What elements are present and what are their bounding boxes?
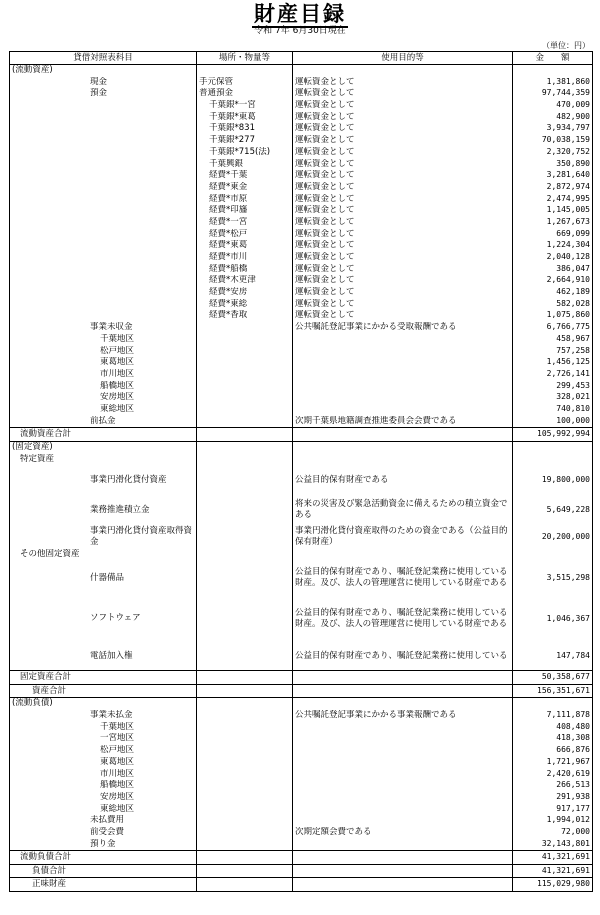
- table-row: [10, 217, 593, 229]
- purpose-cell: 運転資金として: [293, 182, 513, 194]
- section-label: (流動資産): [10, 65, 197, 77]
- section-label: (固定資産): [10, 441, 197, 453]
- table-row: [10, 369, 593, 381]
- amount-cell: 408,480: [513, 722, 593, 734]
- purpose-cell: 運転資金として: [293, 123, 513, 135]
- table-row: [10, 88, 593, 100]
- place-cell: 普通預金: [197, 88, 293, 100]
- table-row: [10, 495, 593, 525]
- purpose-cell: 運転資金として: [293, 252, 513, 264]
- place-cell: 経費*香取: [197, 310, 293, 322]
- amount-cell: 740,810: [513, 404, 593, 416]
- subtotal-row: [10, 428, 593, 442]
- table-row: [10, 792, 593, 804]
- purpose-cell: 運転資金として: [293, 205, 513, 217]
- total-label: 資産合計: [10, 684, 197, 698]
- place-cell: 経費*一宮: [197, 217, 293, 229]
- item-label: 事業未収金: [10, 322, 197, 334]
- place-cell: 経費*印旛: [197, 205, 293, 217]
- place-cell: 千葉銀*715(法): [197, 147, 293, 159]
- item-label: 一宮地区: [10, 733, 197, 745]
- table-row: [10, 357, 593, 369]
- table-row: [10, 264, 593, 276]
- purpose-cell: 公益目的保有財産であり、嘱託登記業務に使用している財産。及び、法人の管理運営に使用している財産である: [293, 596, 513, 642]
- item-label: 什器備品: [10, 561, 197, 596]
- table-row: [10, 596, 593, 642]
- column-header-item: 貸借対照表科目: [10, 52, 197, 65]
- purpose-cell: 運転資金として: [293, 240, 513, 252]
- item-label: 船橋地区: [10, 780, 197, 792]
- table-row: [10, 404, 593, 416]
- section-row: [10, 698, 593, 710]
- item-label: 電話加入権: [10, 642, 197, 671]
- place-cell: 経費*東総: [197, 299, 293, 311]
- purpose-cell: 運転資金として: [293, 229, 513, 241]
- item-label: 東葛地区: [10, 357, 197, 369]
- amount-cell: 1,224,304: [513, 240, 593, 252]
- table-row: [10, 334, 593, 346]
- purpose-cell: 運転資金として: [293, 287, 513, 299]
- amount-cell: 1,145,005: [513, 205, 593, 217]
- amount-cell: 3,934,797: [513, 123, 593, 135]
- amount-cell: 757,258: [513, 346, 593, 358]
- amount-cell: 3,281,640: [513, 170, 593, 182]
- place-cell: 千葉銀*277: [197, 135, 293, 147]
- table-row: [10, 465, 593, 495]
- table-row: [10, 182, 593, 194]
- amount-cell: 1,721,967: [513, 757, 593, 769]
- item-label: 松戸地区: [10, 346, 197, 358]
- amount-cell: 1,381,860: [513, 77, 593, 89]
- place-cell: 経費*千葉: [197, 170, 293, 182]
- item-label: 東総地区: [10, 804, 197, 816]
- net-assets-row: [10, 878, 593, 892]
- item-label: 船橋地区: [10, 381, 197, 393]
- table-row: [10, 147, 593, 159]
- item-label: 預り金: [10, 839, 197, 851]
- item-label: ソフトウェア: [10, 596, 197, 642]
- amount-cell: 1,046,367: [513, 596, 593, 642]
- item-label: 松戸地区: [10, 745, 197, 757]
- item-label: 預金: [10, 88, 197, 100]
- item-label: 現金: [10, 77, 197, 89]
- item-label: 前払金: [10, 416, 197, 428]
- table-row: [10, 642, 593, 671]
- item-label: 業務推進積立金: [10, 495, 197, 525]
- amount-cell: 582,028: [513, 299, 593, 311]
- purpose-cell: 運転資金として: [293, 159, 513, 171]
- amount-cell: 5,649,228: [513, 495, 593, 525]
- place-cell: 経費*松戸: [197, 229, 293, 241]
- amount-cell: 100,000: [513, 416, 593, 428]
- table-row: [10, 100, 593, 112]
- amount-cell: 328,021: [513, 392, 593, 404]
- amount-cell: 458,967: [513, 334, 593, 346]
- purpose-cell: 事業円滑化貸付資産取得のための資金である（公益目的保有財産）: [293, 525, 513, 549]
- table-row: [10, 561, 593, 596]
- amount-cell: 2,040,128: [513, 252, 593, 264]
- item-label: 前受会費: [10, 827, 197, 839]
- total-amount: 156,351,671: [513, 684, 593, 698]
- purpose-cell: 将来の災害及び緊急活動資金に備えるための積立資金である: [293, 495, 513, 525]
- table-row: [10, 733, 593, 745]
- place-cell: 手元保管: [197, 77, 293, 89]
- table-row: [10, 310, 593, 322]
- purpose-cell: 運転資金として: [293, 135, 513, 147]
- table-row: [10, 549, 593, 561]
- amount-cell: 2,420,619: [513, 769, 593, 781]
- amount-cell: 2,726,141: [513, 369, 593, 381]
- column-header-purpose: 使用目的等: [293, 52, 513, 65]
- item-label: 事業円滑化貸付資産取得資金: [10, 525, 197, 549]
- net-assets-label: 正味財産: [10, 878, 197, 892]
- table-row: [10, 839, 593, 851]
- total-label: 負債合計: [10, 864, 197, 878]
- column-header-amount: 金 額: [513, 52, 593, 65]
- table-row: [10, 769, 593, 781]
- amount-cell: 20,200,000: [513, 525, 593, 549]
- purpose-cell: 公益目的保有財産であり、嘱託登記業務に使用している: [293, 642, 513, 671]
- item-label: 安房地区: [10, 392, 197, 404]
- purpose-cell: 運転資金として: [293, 147, 513, 159]
- amount-cell: 1,456,125: [513, 357, 593, 369]
- amount-cell: 350,890: [513, 159, 593, 171]
- table-row: [10, 757, 593, 769]
- purpose-cell: 運転資金として: [293, 88, 513, 100]
- group-label: 特定資産: [10, 454, 197, 466]
- section-row: [10, 65, 593, 77]
- inventory-table: [9, 51, 593, 892]
- amount-cell: 72,000: [513, 827, 593, 839]
- subtotal-label: 流動負債合計: [10, 851, 197, 865]
- table-row: [10, 123, 593, 135]
- amount-cell: 1,075,860: [513, 310, 593, 322]
- place-cell: 千葉銀*一宮: [197, 100, 293, 112]
- amount-cell: 418,308: [513, 733, 593, 745]
- amount-cell: 70,038,159: [513, 135, 593, 147]
- purpose-cell: 運転資金として: [293, 194, 513, 206]
- total-row: [10, 684, 593, 698]
- amount-cell: 291,938: [513, 792, 593, 804]
- amount-cell: 32,143,801: [513, 839, 593, 851]
- purpose-cell: 運転資金として: [293, 112, 513, 124]
- table-row: [10, 804, 593, 816]
- amount-cell: 299,453: [513, 381, 593, 393]
- group-label: その他固定資産: [10, 549, 197, 561]
- purpose-cell: 公共嘱託登記事業にかかる受取報酬である: [293, 322, 513, 334]
- amount-cell: 470,009: [513, 100, 593, 112]
- report-date: 令和 7年 6月30日現在: [254, 26, 346, 36]
- table-row: [10, 827, 593, 839]
- section-label: (流動負債): [10, 698, 197, 710]
- subtotal-row: [10, 851, 593, 865]
- amount-cell: 97,744,359: [513, 88, 593, 100]
- table-row: [10, 252, 593, 264]
- table-row: [10, 299, 593, 311]
- table-row: [10, 287, 593, 299]
- amount-cell: 669,099: [513, 229, 593, 241]
- purpose-cell: [293, 839, 513, 851]
- purpose-cell: 公益目的保有財産である: [293, 465, 513, 495]
- amount-cell: 2,320,752: [513, 147, 593, 159]
- item-label: 東総地区: [10, 404, 197, 416]
- table-body: [10, 65, 593, 892]
- purpose-cell: 運転資金として: [293, 299, 513, 311]
- item-label: 市川地区: [10, 369, 197, 381]
- purpose-cell: 公益目的保有財産であり、嘱託登記業務に使用している財産。及び、法人の管理運営に使用している財産である: [293, 561, 513, 596]
- table-row: [10, 346, 593, 358]
- place-cell: 経費*船橋: [197, 264, 293, 276]
- amount-cell: 2,872,974: [513, 182, 593, 194]
- purpose-cell: 運転資金として: [293, 77, 513, 89]
- place-cell: 経費*安房: [197, 287, 293, 299]
- table-row: [10, 194, 593, 206]
- place-cell: 経費*東葛: [197, 240, 293, 252]
- amount-cell: 147,784: [513, 642, 593, 671]
- table-row: [10, 112, 593, 124]
- purpose-cell: 運転資金として: [293, 100, 513, 112]
- table-row: [10, 454, 593, 466]
- table-row: [10, 710, 593, 722]
- amount-cell: 2,664,910: [513, 275, 593, 287]
- amount-cell: 917,177: [513, 804, 593, 816]
- item-label: 千葉地区: [10, 722, 197, 734]
- purpose-cell: 公共嘱託登記事業にかかる事業報酬である: [293, 710, 513, 722]
- table-row: [10, 381, 593, 393]
- table-row: [10, 322, 593, 334]
- item-label: 千葉地区: [10, 334, 197, 346]
- section-row: [10, 441, 593, 453]
- subtotal-amount: 41,321,691: [513, 851, 593, 865]
- purpose-cell: 運転資金として: [293, 264, 513, 276]
- subtotal-amount: 105,992,994: [513, 428, 593, 442]
- total-row: [10, 864, 593, 878]
- table-row: [10, 275, 593, 287]
- purpose-cell: 運転資金として: [293, 275, 513, 287]
- item-label: 東葛地区: [10, 757, 197, 769]
- purpose-cell: 次期千葉県地籍調査推進委員会会費である: [293, 416, 513, 428]
- place-cell: 経費*市原: [197, 194, 293, 206]
- table-row: [10, 135, 593, 147]
- subtotal-amount: 50,358,677: [513, 671, 593, 685]
- amount-cell: 7,111,878: [513, 710, 593, 722]
- table-row: [10, 780, 593, 792]
- table-row: [10, 229, 593, 241]
- item-label: 未払費用: [10, 815, 197, 827]
- table-row: [10, 722, 593, 734]
- total-amount: 41,321,691: [513, 864, 593, 878]
- place-cell: 経費*木更津: [197, 275, 293, 287]
- amount-cell: 6,766,775: [513, 322, 593, 334]
- net-assets-amount: 115,029,980: [513, 878, 593, 892]
- amount-cell: 666,876: [513, 745, 593, 757]
- subtotal-label: 固定資産合計: [10, 671, 197, 685]
- purpose-cell: 運転資金として: [293, 217, 513, 229]
- amount-cell: 3,515,298: [513, 561, 593, 596]
- table-row: [10, 815, 593, 827]
- purpose-cell: [293, 815, 513, 827]
- table-row: [10, 416, 593, 428]
- amount-cell: 482,900: [513, 112, 593, 124]
- unit-note: （単位：円）: [542, 41, 590, 50]
- item-label: 事業未払金: [10, 710, 197, 722]
- place-cell: 千葉興銀: [197, 159, 293, 171]
- table-row: [10, 392, 593, 404]
- place-cell: 経費*市川: [197, 252, 293, 264]
- purpose-cell: 次期定額会費である: [293, 827, 513, 839]
- place-cell: 経費*東金: [197, 182, 293, 194]
- table-row: [10, 77, 593, 89]
- item-label: 安房地区: [10, 792, 197, 804]
- amount-cell: 19,800,000: [513, 465, 593, 495]
- document-title: 財産目録: [254, 2, 346, 26]
- table-row: [10, 170, 593, 182]
- item-label: 事業円滑化貸付資産: [10, 465, 197, 495]
- place-cell: 千葉銀*831: [197, 123, 293, 135]
- table-row: [10, 159, 593, 171]
- place-cell: 千葉銀*東葛: [197, 112, 293, 124]
- column-header-place: 場所・物量等: [197, 52, 293, 65]
- amount-cell: 2,474,995: [513, 194, 593, 206]
- amount-cell: 1,267,673: [513, 217, 593, 229]
- subtotal-row: [10, 671, 593, 685]
- amount-cell: 266,513: [513, 780, 593, 792]
- amount-cell: 386,047: [513, 264, 593, 276]
- amount-cell: 1,994,012: [513, 815, 593, 827]
- purpose-cell: 運転資金として: [293, 310, 513, 322]
- amount-cell: 462,189: [513, 287, 593, 299]
- table-row: [10, 525, 593, 549]
- table-row: [10, 745, 593, 757]
- purpose-cell: 運転資金として: [293, 170, 513, 182]
- table-row: [10, 240, 593, 252]
- table-row: [10, 205, 593, 217]
- item-label: 市川地区: [10, 769, 197, 781]
- subtotal-label: 流動資産合計: [10, 428, 197, 442]
